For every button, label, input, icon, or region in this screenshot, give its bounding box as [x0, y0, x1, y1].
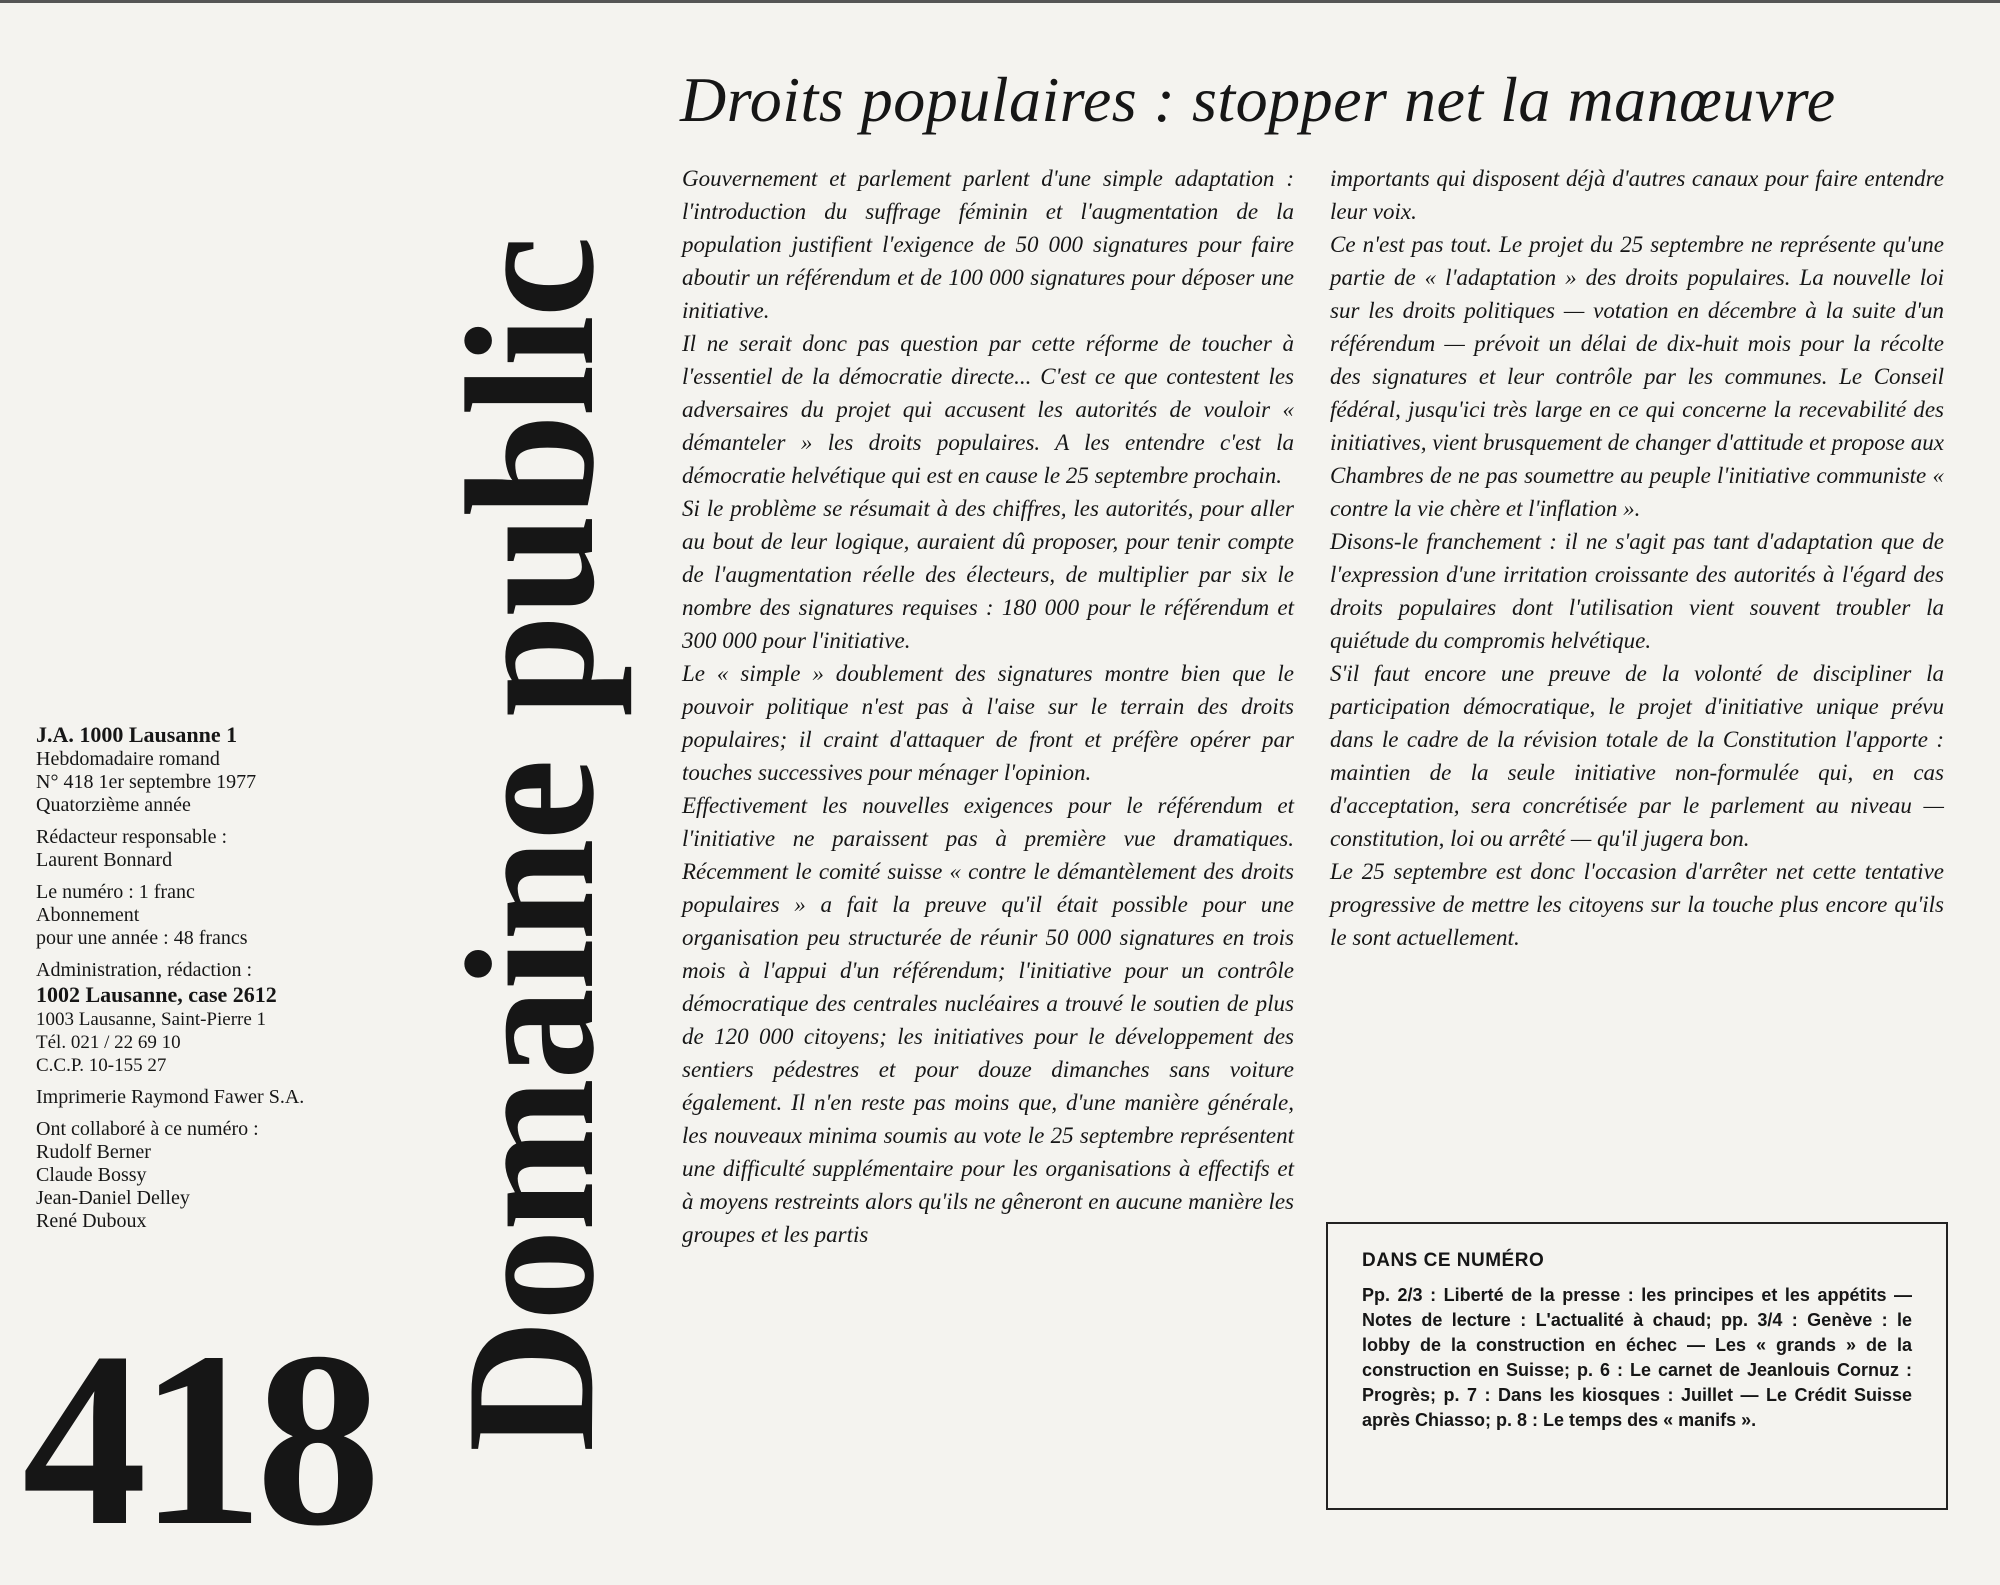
- printer-line: Imprimerie Raymond Fawer S.A.: [36, 1086, 305, 1108]
- article-paragraph: Le « simple » doublement des signatures montre bien que le pouvoir politique n'est pas à l'aise sur le terrain des droits populaires; il craint d'attaquer de front et préfère opérer par touches successives pour ménager l'opinion.: [682, 661, 1294, 785]
- publication-line: Hebdomadaire romand: [36, 748, 220, 770]
- admin-phone: Tél. 021 / 22 69 10: [36, 1032, 181, 1053]
- article-paragraph: Si le problème se résumait à des chiffres, les autorités, pour aller au bout de leur logique, auraient dû proposer, pour tenir compte de l'augmentation réelle des électeurs, de multiplier par six le nombre des signatures requises : 180 000 pour le référendum et 300 000 pour l'initiative.: [682, 496, 1294, 653]
- article-paragraph: Ce n'est pas tout. Le projet du 25 septembre ne représente qu'une partie de « l'adaptation » des droits populaires. La nouvelle loi sur les droits politiques — votation en décembre à la suite d'un référendum — prévoit un délai de dix-huit mois pour la récolte des signatures et leur contrôle par les communes. Le Conseil fédéral, jusqu'ici très large en ce qui concerne la recevabilité des initiatives, vient brusquement de changer d'attitude et propose aux Chambres de ne pas soumettre au peuple l'initiative communiste « contre la vie chère et l'inflation ».: [1330, 232, 1944, 521]
- article-paragraph: Effectivement les nouvelles exigences pour le référendum et l'initiative ne paraissent pas à première vue dramatiques. Récemment le comité suisse « contre le démantèlement des droits populaires » a fait la preuve qu'il était possible pour une organisation peu structurée de réunir 50 000 signatures en trois mois à l'appui d'un référendum; l'initiative pour un contrôle démocratique des centrales nucléaires a trouvé le soutien de plus de 120 000 citoyens; les initiatives pour le développement des sentiers pédestres et pour douze dimanches sans voiture également. Il n'en reste pas moins que, d'une manière générale, les nouveaux minima soumis au vote le 25 septembre représentent une difficulté supplémentaire pour les organisations à effectifs et à moyens restreints alors qu'ils ne gêneront en aucune manière les groupes et les partis: [682, 793, 1294, 1247]
- headline: Droits populaires : stopper net la manœuvre: [680, 64, 1836, 135]
- contributors-label: Ont collaboré à ce numéro :: [36, 1118, 259, 1140]
- contributor: Claude Bossy: [36, 1164, 147, 1186]
- contributor: Jean-Daniel Delley: [36, 1187, 190, 1209]
- in-this-issue-box: [1326, 1222, 1948, 1510]
- subscription-label: Abonnement: [36, 904, 140, 926]
- contributor: Rudolf Berner: [36, 1141, 151, 1163]
- article-column-1: [682, 162, 1294, 1542]
- issue-date-line: N° 418 1er septembre 1977: [36, 771, 257, 793]
- admin-label: Administration, rédaction :: [36, 959, 253, 981]
- admin-street: 1003 Lausanne, Saint-Pierre 1: [36, 1009, 267, 1030]
- article-paragraph: importants qui disposent déjà d'autres canaux pour faire entendre leur voix.: [1330, 166, 1944, 224]
- article-paragraph: Disons-le franchement : il ne s'agit pas tant d'adaptation que de l'expression d'une irritation croissante des autorités à l'égard des droits populaires dont l'utilisation vient souvent troubler la quiétude du compromis helvétique.: [1330, 529, 1944, 653]
- masthead-title: Domaine public: [428, 237, 632, 1453]
- postal-line: J.A. 1000 Lausanne 1: [36, 722, 238, 747]
- article-paragraph: S'il faut encore une preuve de la volonté de discipliner la participation démocratique, le projet d'initiative unique prévu dans le cadre de la révision totale de la Constitution l'apporte : maintien de la seule initiative non-formulée qui, en cas d'acceptation, sera concrétisée par le parlement au niveau — constitution, loi ou arrêté — qu'il jugera bon.: [1330, 661, 1944, 851]
- admin-ccp: C.C.P. 10-155 27: [36, 1055, 167, 1076]
- year-line: Quatorzième année: [36, 794, 191, 816]
- article-column-2: [1330, 162, 1944, 1202]
- publication-info: [36, 722, 396, 1242]
- in-this-issue-contents: Pp. 2/3 : Liberté de la presse : les principes et les appétits — Notes de lecture : L'actualité à chaud; pp. 3/4 : Genève : le lobby de la construction en échec — Les « grands » de la construction en Suisse; p. 6 : Le carnet de Jeanlouis Cornuz : Progrès; p. 7 : Dans les kiosques : Juillet — Le Crédit Suisse après Chiasso; p. 8 : Le temps des « manifs ».: [1362, 1285, 1912, 1430]
- editor-name: Laurent Bonnard: [36, 849, 173, 871]
- in-this-issue-heading: DANS CE NUMÉRO: [1362, 1250, 1545, 1271]
- issue-number: 418: [22, 1301, 373, 1578]
- contributor: René Duboux: [36, 1210, 147, 1232]
- editor-label: Rédacteur responsable :: [36, 826, 228, 848]
- masthead-area: [430, 150, 630, 1540]
- article-paragraph: Le 25 septembre est donc l'occasion d'arrêter net cette tentative progressive de mettre les citoyens sur la touche plus encore qu'ils le sont actuellement.: [1330, 859, 1944, 950]
- article-paragraph: Il ne serait donc pas question par cette réforme de toucher à l'essentiel de la démocratie directe... C'est ce que contestent les adversaires du projet qui accusent les autorités de vouloir « démanteler » les droits populaires. A les entendre c'est la démocratie helvétique qui est en cause le 25 septembre prochain.: [682, 331, 1294, 488]
- admin-address: 1002 Lausanne, case 2612: [36, 982, 277, 1007]
- top-rule: [0, 0, 2000, 3]
- subscription-price: pour une année : 48 francs: [36, 927, 248, 949]
- price-line: Le numéro : 1 franc: [36, 881, 195, 903]
- article-paragraph: Gouvernement et parlement parlent d'une simple adaptation : l'introduction du suffrage féminin et l'augmentation de la population justifient l'exigence de 50 000 signatures pour faire aboutir un référendum et de 100 000 signatures pour déposer une initiative.: [682, 166, 1294, 323]
